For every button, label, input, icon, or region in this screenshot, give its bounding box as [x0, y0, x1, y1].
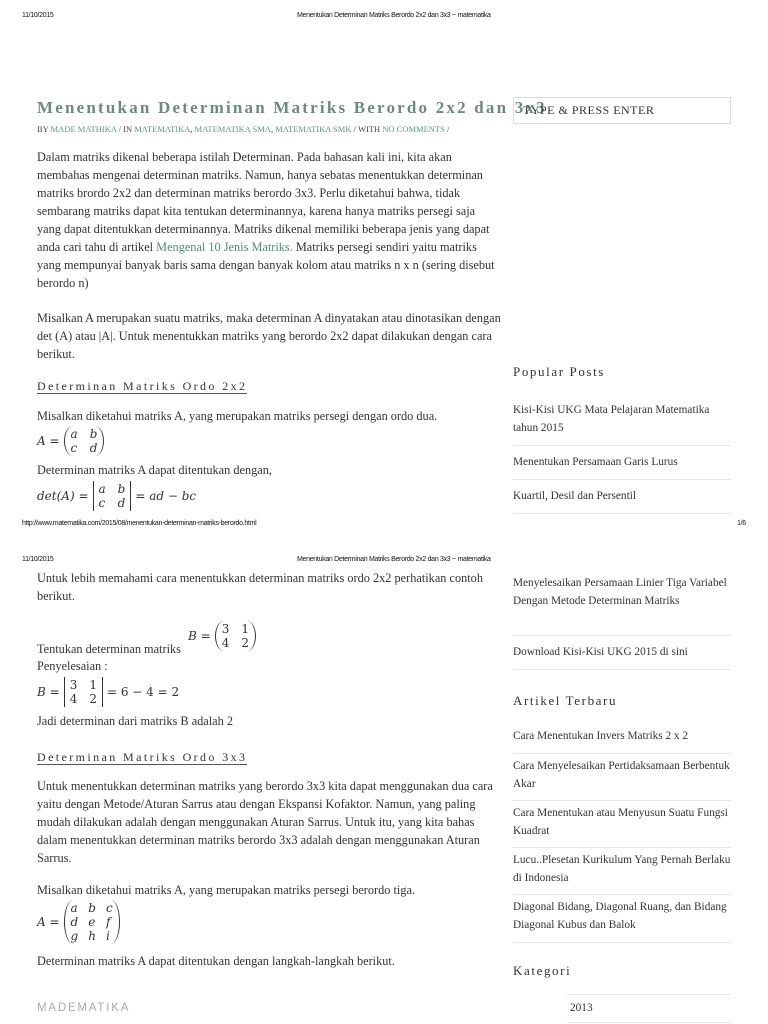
print-date: 11/10/2015	[22, 556, 54, 563]
meta-end: /	[446, 124, 450, 134]
det-a-formula	[37, 481, 196, 511]
cell: a	[98, 482, 106, 496]
divider	[513, 942, 731, 943]
paragraph: Misalkan A merupakan suatu matriks, maka determinan A dinyatakan atau dinotasikan dengan det (A) atau |A|. Untuk menentukkan matriks yang berordo 2x2 dapat dilakukan dengan cara berikut.	[37, 311, 501, 361]
divider	[513, 800, 731, 801]
math-rhs: = ad − bc	[135, 489, 197, 503]
print-url: http://www.matematika.com/2015/08/menentukan-determinan-matriks-berordo.html	[22, 520, 257, 527]
paragraph: Misalkan diketahui matriks A, yang merupakan matriks persegi dengan ordo dua.	[37, 409, 438, 423]
divider	[513, 479, 731, 480]
math-lhs: A =	[37, 915, 60, 929]
math-rhs: = 6 − 4 = 2	[106, 685, 180, 699]
paragraph: Misalkan diketahui matriks A, yang merupakan matriks persegi berordo tiga.	[37, 883, 416, 897]
section-heading: Determinan Matriks Ordo 2x2	[37, 379, 248, 393]
search-input[interactable]: TYPE & PRESS ENTER	[513, 97, 731, 124]
meta-by: BY	[37, 124, 49, 134]
paragraph: Tentukan determinan matriks	[37, 642, 181, 656]
print-page-number: 1/6	[737, 520, 746, 527]
popular-post-link[interactable]: Menentukan Persamaan Garis Lurus	[513, 456, 678, 468]
footer-brand[interactable]: MADEMATIKA	[37, 1002, 131, 1014]
category-link[interactable]: MATEMATIKA SMA	[194, 124, 271, 134]
popular-posts-heading: Popular Posts	[513, 364, 605, 379]
divider	[567, 994, 731, 995]
print-date: 11/10/2015	[22, 12, 54, 19]
paragraph: Determinan matriks A dapat ditentukan dengan langkah-langkah berikut.	[37, 954, 395, 968]
paragraph	[37, 148, 502, 292]
cell: d	[70, 915, 79, 929]
cell: a	[70, 427, 78, 441]
popular-post-link[interactable]: Download Kisi-Kisi UKG 2015 di sini	[513, 646, 688, 658]
section-heading: Determinan Matriks Ordo 3x3	[37, 750, 248, 764]
matrix-b	[188, 621, 256, 651]
cell: b	[117, 482, 126, 496]
divider	[513, 445, 731, 446]
cell: 4	[69, 692, 78, 706]
cell: 2	[89, 692, 97, 706]
paragraph: Untuk lebih memahami cara menentukkan determinan matriks ordo 2x2 perhatikan contoh berikut.	[37, 571, 483, 603]
comments-link[interactable]: NO COMMENTS	[382, 124, 445, 134]
paragraph: Penyelesaian :	[37, 659, 108, 673]
recent-article-link[interactable]: Cara Menentukan atau Menyusun Suatu Fungsi Kuadrat	[513, 807, 728, 837]
divider	[513, 847, 731, 848]
cell: c	[98, 496, 106, 510]
category-link[interactable]: MATEMATIKA SMK	[275, 124, 352, 134]
meta-in: / IN	[118, 124, 133, 134]
paragraph: Jadi determinan dari matriks B adalah 2	[37, 714, 234, 728]
cell: 1	[241, 622, 249, 636]
recent-article-link[interactable]: Lucu..Plesetan Kurikulum Yang Pernah Berlaku di Indonesia	[513, 854, 731, 884]
cell: i	[105, 929, 110, 943]
divider	[567, 1022, 731, 1023]
author-link[interactable]: MADE MATHIKA	[50, 124, 117, 134]
post-meta: BY MADE MATHIKA / IN MATEMATIKA, MATEMATIKA SMA, MATEMATIKA SMK / WITH NO COMMENTS /	[37, 124, 450, 134]
cell: 2	[241, 636, 249, 650]
popular-post-link[interactable]: Kuartil, Desil dan Persentil	[513, 490, 636, 502]
cell: a	[70, 901, 78, 915]
cell: h	[88, 929, 96, 943]
cell: 3	[69, 678, 78, 692]
text: Dalam matriks dikenal beberapa istilah Determinan. Pada bahasan kali ini, kita akan membahas mengenai determinan matriks. Namun, hanya sebatas menentukkan determinan matriks brordo 2x2 dan determinan matriks berordo 3x3. Perlu diketahui bahwa, tidak sembarang matriks dapat kita tentukan determinannya, karena hanya matriks persegi saja yang dapat ditentukkan determinannya. Matriks dikenal memiliki beberapa jenis yang dapat anda cari tahu di artikel	[37, 150, 490, 254]
popular-post-link[interactable]: Kisi-Kisi UKG Mata Pelajaran Matematika tahun 2015	[513, 404, 710, 434]
paragraph: Determinan matriks A dapat ditentukan dengan,	[37, 463, 272, 477]
matrix-a-3x3	[37, 900, 120, 944]
category-heading: Kategori	[513, 963, 572, 978]
cell: d	[117, 496, 126, 510]
cell: d	[89, 441, 98, 455]
popular-post-link[interactable]: Menyelesaikan Persamaan Linier Tiga Variabel Dengan Metode Determinan Matriks	[513, 577, 727, 607]
article-link[interactable]: Mengenal 10 Jenis Matriks.	[156, 240, 293, 254]
paragraph: Untuk menentukkan determinan matriks yang berordo 3x3 kita dapat menggunakan dua cara yaitu dengan Metode/Aturan Sarrus atau dengan Ekspansi Kofaktor. Namun, yang paling mudah dilakukan adalah dengan menggunakan Aturan Sarrus. Untuk itu, yang kita bahas dalam menentukkan determinan matriks berordo 3x3 adalah dengan menggunakan Aturan Sarrus.	[37, 779, 493, 865]
divider	[513, 635, 731, 636]
math-lhs: B =	[188, 629, 211, 643]
matrix-a-2x2	[37, 426, 104, 456]
recent-article-link[interactable]: Cara Menyelesaikan Pertidaksamaan Berbentuk Akar	[513, 760, 730, 790]
divider	[513, 753, 731, 754]
cell: b	[88, 901, 96, 915]
divider	[513, 894, 731, 895]
recent-article-link[interactable]: Diagonal Bidang, Diagonal Ruang, dan Bidang Diagonal Kubus dan Balok	[513, 901, 727, 931]
text: Matriks persegi sendiri yaitu matriks yang mempunyai banyak baris sama dengan banyak kolom atau matriks n x n (sering disebut berordo n)	[37, 240, 495, 290]
cell: b	[89, 427, 98, 441]
det-b-solution	[37, 677, 179, 707]
meta-with: / WITH	[353, 124, 381, 134]
math-lhs: B =	[37, 685, 60, 699]
print-title: Menentukan Determinan Matriks Berordo 2x2 dan 3x3 ~ matematika	[297, 12, 491, 19]
math-lhs: A =	[37, 434, 60, 448]
cell: g	[70, 929, 79, 943]
math-lhs: det(A) =	[37, 489, 89, 503]
divider	[513, 513, 731, 514]
cell: e	[88, 915, 96, 929]
cell: c	[70, 441, 78, 455]
category-link[interactable]: 2013	[570, 1002, 593, 1014]
recent-articles-heading: Artikel Terbaru	[513, 693, 618, 708]
category-link[interactable]: MATEMATIKA	[134, 124, 191, 134]
print-title: Menentukan Determinan Matriks Berordo 2x2 dan 3x3 ~ matematika	[297, 556, 491, 563]
cell: 1	[89, 678, 97, 692]
recent-article-link[interactable]: Cara Menentukan Invers Matriks 2 x 2	[513, 730, 689, 742]
cell: c	[105, 901, 113, 915]
cell: 3	[221, 622, 230, 636]
divider	[513, 669, 731, 670]
cell: 4	[221, 636, 230, 650]
post-title: Menentukan Determinan Matriks Berordo 2x2 dan 3x3	[37, 98, 547, 117]
cell: f	[105, 915, 111, 929]
